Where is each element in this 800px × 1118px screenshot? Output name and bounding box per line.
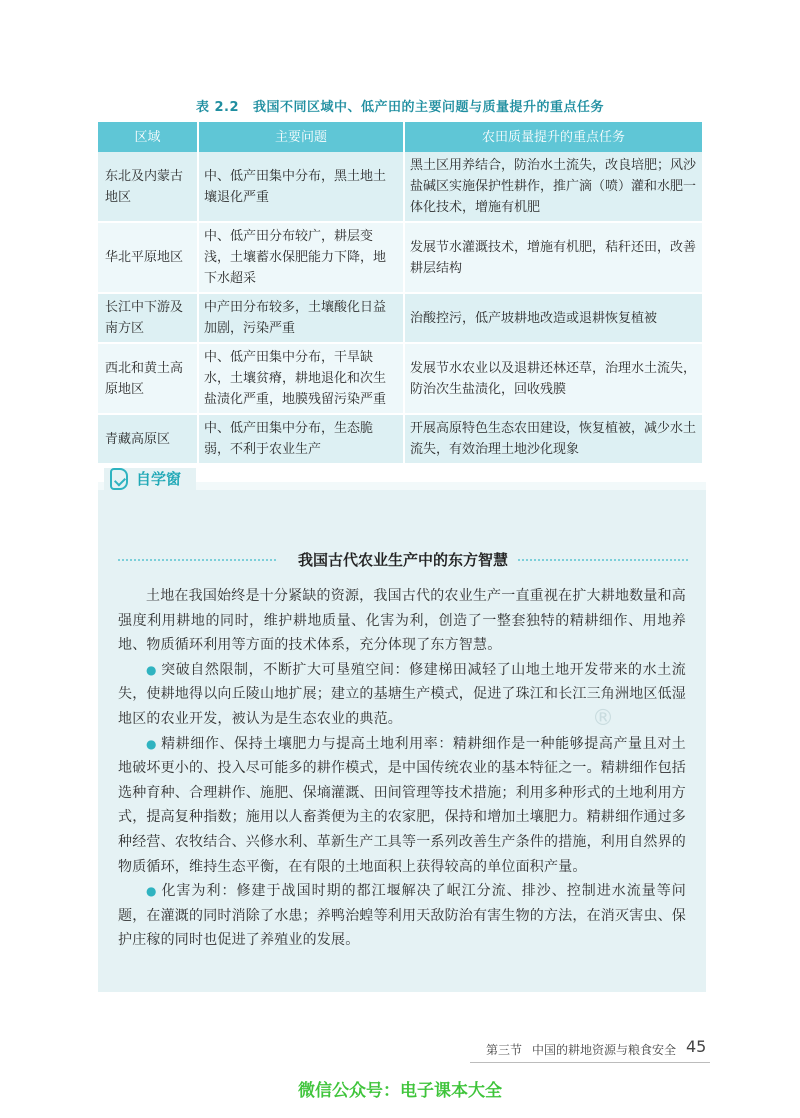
point-text: 化害为利：修建于战国时期的都江堰解决了岷江分流、排沙、控制进水流量等问题，在灌溉的同时消除了水患；养鸭治蝗等利用天敌防治有害生物的方法，在消灭害虫、保护庄稼的同时也促进了养殖业的发展。 bbox=[118, 883, 687, 949]
header-problem: 主要问题 bbox=[198, 122, 404, 152]
box-body bbox=[118, 584, 686, 953]
footer-chapter-title: 中国的耕地资源与粮食安全 bbox=[532, 1043, 677, 1057]
table-number: 表 2.2 bbox=[195, 100, 240, 115]
bullet-dot-icon: ● bbox=[146, 662, 158, 677]
page-number: 45 bbox=[686, 1037, 707, 1056]
dotted-divider-right bbox=[518, 559, 688, 561]
point-paragraph bbox=[118, 732, 686, 880]
cell-task: 发展节水农业以及退耕还林还草，治理水土流失，防治次生盐渍化，回收残膜 bbox=[404, 343, 702, 414]
bullet-dot-icon: ● bbox=[146, 736, 158, 751]
cell-task: 开展高原特色生态农田建设，恢复植被，减少水土流失，有效治理土地沙化现象 bbox=[404, 414, 702, 464]
cell-region: 东北及内蒙古地区 bbox=[98, 152, 198, 222]
header-task: 农田质量提升的重点任务 bbox=[404, 122, 702, 152]
table-caption bbox=[0, 96, 800, 115]
point-paragraph bbox=[118, 879, 686, 953]
self-study-label: 自学窗 bbox=[136, 470, 182, 488]
self-study-tab bbox=[104, 468, 196, 502]
point-text: 突破自然限制，不断扩大可垦殖空间：修建梯田减轻了山地土地开发带来的水土流失，使耕地得以向丘陵山地扩展；建立的基塘生产模式，促进了珠江和长江三角洲地区低湿地区的农业开发，被认为是生态农业的典范。 bbox=[118, 661, 687, 727]
cell-problem: 中、低产田集中分布，干旱缺水，土壤贫瘠，耕地退化和次生盐渍化严重，地膜残留污染严重 bbox=[198, 343, 404, 414]
footer-rule bbox=[470, 1062, 710, 1063]
cell-task: 黑土区用养结合，防治水土流失，改良培肥；风沙盐碱区实施保护性耕作，推广滴（喷）灌和水肥一体化技术，增施有机肥 bbox=[404, 152, 702, 222]
cell-problem: 中、低产田集中分布，生态脆弱，不利于农业生产 bbox=[198, 414, 404, 464]
table-row bbox=[98, 152, 702, 222]
cell-task: 治酸控污，低产坡耕地改造或退耕恢复植被 bbox=[404, 293, 702, 343]
cell-problem: 中、低产田分布较广，耕层变浅，土壤蓄水保肥能力下降，地下水超采 bbox=[198, 222, 404, 293]
header-region: 区域 bbox=[98, 122, 198, 152]
registered-mark: ® bbox=[592, 706, 614, 731]
book-check-icon bbox=[110, 468, 128, 490]
table-row bbox=[98, 222, 702, 293]
box-title: 我国古代农业生产中的东方智慧 bbox=[297, 551, 508, 569]
cell-region: 华北平原地区 bbox=[98, 222, 198, 293]
table-header-row bbox=[98, 122, 702, 152]
running-footer bbox=[486, 1041, 676, 1058]
cell-problem: 中、低产田集中分布，黑土地土壤退化严重 bbox=[198, 152, 404, 222]
cell-region: 长江中下游及南方区 bbox=[98, 293, 198, 343]
table-title: 我国不同区域中、低产田的主要问题与质量提升的重点任务 bbox=[253, 100, 605, 115]
intro-paragraph: 土地在我国始终是十分紧缺的资源，我国古代的农业生产一直重视在扩大耕地数量和高强度利用耕地的同时，维护耕地质量、化害为利，创造了一整套独特的精耕细作、用地养地、物质循环利用等方面的技术体系，充分体现了东方智慧。 bbox=[118, 588, 686, 654]
table-row bbox=[98, 293, 702, 343]
cell-task: 发展节水灌溉技术，增施有机肥，秸秆还田，改善耕层结构 bbox=[404, 222, 702, 293]
table-row bbox=[98, 414, 702, 464]
table-row bbox=[98, 343, 702, 414]
cell-region: 西北和黄土高原地区 bbox=[98, 343, 198, 414]
cell-problem: 中产田分布较多，土壤酸化日益加剧，污染严重 bbox=[198, 293, 404, 343]
cell-region: 青藏高原区 bbox=[98, 414, 198, 464]
watermark-text: 微信公众号：电子课本大全 bbox=[298, 1081, 502, 1101]
bullet-dot-icon: ● bbox=[146, 884, 158, 899]
point-text: 精耕细作、保持土壤肥力与提高土地利用率：精耕细作是一种能够提高产量且对土地破坏更小的、投入尽可能多的耕作模式，是中国传统农业的基本特征之一。精耕细作包括选种育种、合理耕作、施肥、保墒灌溉、田间管理等技术措施；利用多种形式的土地利用方式，提高复种指数；施用以人畜粪便为主的农家肥，保持和增加土壤肥力。精耕细作通过多种经营、农牧结合、兴修水利、革新生产工具等一系列改善生产条件的措施，利用自然界的物质循环，维持生态平衡，在有限的土地面积上获得较高的单位面积产量。 bbox=[118, 735, 687, 875]
regional-problems-table bbox=[98, 122, 702, 465]
footer-section: 第三节 bbox=[486, 1043, 523, 1057]
box-title-row bbox=[118, 550, 688, 570]
